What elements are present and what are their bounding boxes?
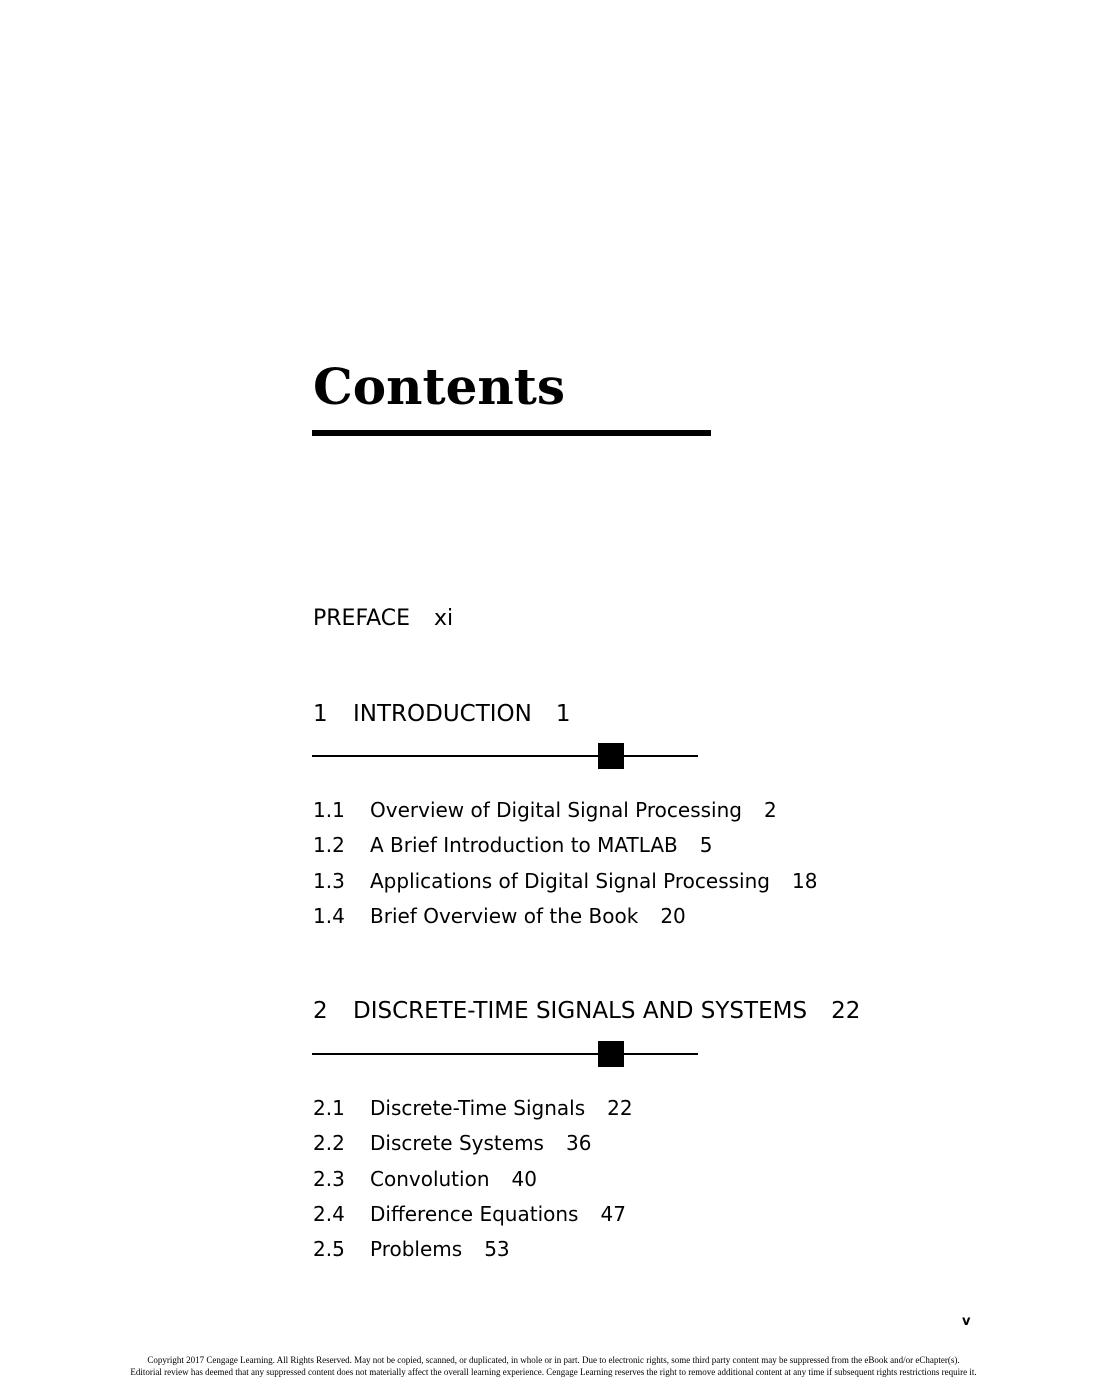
section-title: A Brief Introduction to MATLAB xyxy=(370,833,678,858)
section-page: 20 xyxy=(660,903,686,928)
chapter-ornament xyxy=(312,743,698,769)
section-entry xyxy=(313,1126,633,1161)
section-title: Problems xyxy=(370,1237,463,1262)
chapter-heading xyxy=(313,996,860,1026)
section-list xyxy=(313,793,817,934)
section-number: 2.2 xyxy=(313,1131,345,1156)
section-entry xyxy=(313,864,817,899)
section-title: Difference Equations xyxy=(370,1201,579,1226)
chapter-title: INTRODUCTION xyxy=(353,701,532,727)
section-entry xyxy=(313,1232,633,1267)
section-page: 36 xyxy=(565,1131,592,1156)
copyright-line: Editorial review has deemed that any suppressed content does not materially affect the overall learning experience. Cengage Learning reserves the right to remove additional content at any time if subsequent rights restrictions require it. xyxy=(130,1367,977,1377)
preface-page: xi xyxy=(434,606,454,631)
section-page: 53 xyxy=(484,1237,510,1262)
section-title: Discrete Systems xyxy=(370,1131,544,1156)
section-page: 5 xyxy=(699,833,713,858)
chapter-number: 1 xyxy=(313,701,328,727)
title-rule xyxy=(312,430,711,436)
page-number: v xyxy=(962,1314,971,1329)
preface-entry xyxy=(313,604,453,634)
section-page: 2 xyxy=(763,798,777,822)
chapter-page: 1 xyxy=(555,701,571,727)
chapter-title: DISCRETE-TIME SIGNALS AND SYSTEMS xyxy=(353,998,808,1024)
section-title: Overview of Digital Signal Processing xyxy=(370,798,742,822)
section-entry xyxy=(313,828,817,863)
section-number: 1.1 xyxy=(313,798,345,822)
chapter-number: 2 xyxy=(313,998,328,1024)
copyright-line: Copyright 2017 Cengage Learning. All Rights Reserved. May not be copied, scanned, or duplicated, in whole or in part. Due to electronic rights, some third party content may be suppressed from the eBook and/or eChapter(s). xyxy=(147,1355,960,1365)
section-entry xyxy=(313,899,817,934)
section-number: 1.4 xyxy=(313,903,345,928)
chapter-ornament xyxy=(312,1041,698,1067)
section-page: 22 xyxy=(607,1096,633,1120)
section-page: 18 xyxy=(791,868,818,893)
section-number: 1.2 xyxy=(313,833,345,858)
page-title: Contents xyxy=(313,357,566,416)
section-title: Convolution xyxy=(370,1166,490,1191)
section-number: 2.4 xyxy=(313,1201,345,1226)
preface-label: PREFACE xyxy=(313,606,411,631)
section-entry xyxy=(313,1162,633,1197)
chapter-page: 22 xyxy=(831,998,861,1024)
section-title: Brief Overview of the Book xyxy=(370,903,639,928)
section-title: Applications of Digital Signal Processing xyxy=(370,868,770,893)
section-number: 2.1 xyxy=(313,1096,345,1120)
section-number: 2.5 xyxy=(313,1237,345,1262)
section-title: Discrete-Time Signals xyxy=(370,1096,586,1120)
section-page: 40 xyxy=(511,1166,537,1191)
section-entry xyxy=(313,1197,633,1232)
section-number: 1.3 xyxy=(313,868,345,893)
section-page: 47 xyxy=(600,1201,626,1226)
section-entry xyxy=(313,793,817,828)
copyright-notice xyxy=(0,1354,1107,1378)
section-list xyxy=(313,1091,633,1267)
section-entry xyxy=(313,1091,633,1126)
section-number: 2.3 xyxy=(313,1166,345,1191)
chapter-heading xyxy=(313,699,571,729)
